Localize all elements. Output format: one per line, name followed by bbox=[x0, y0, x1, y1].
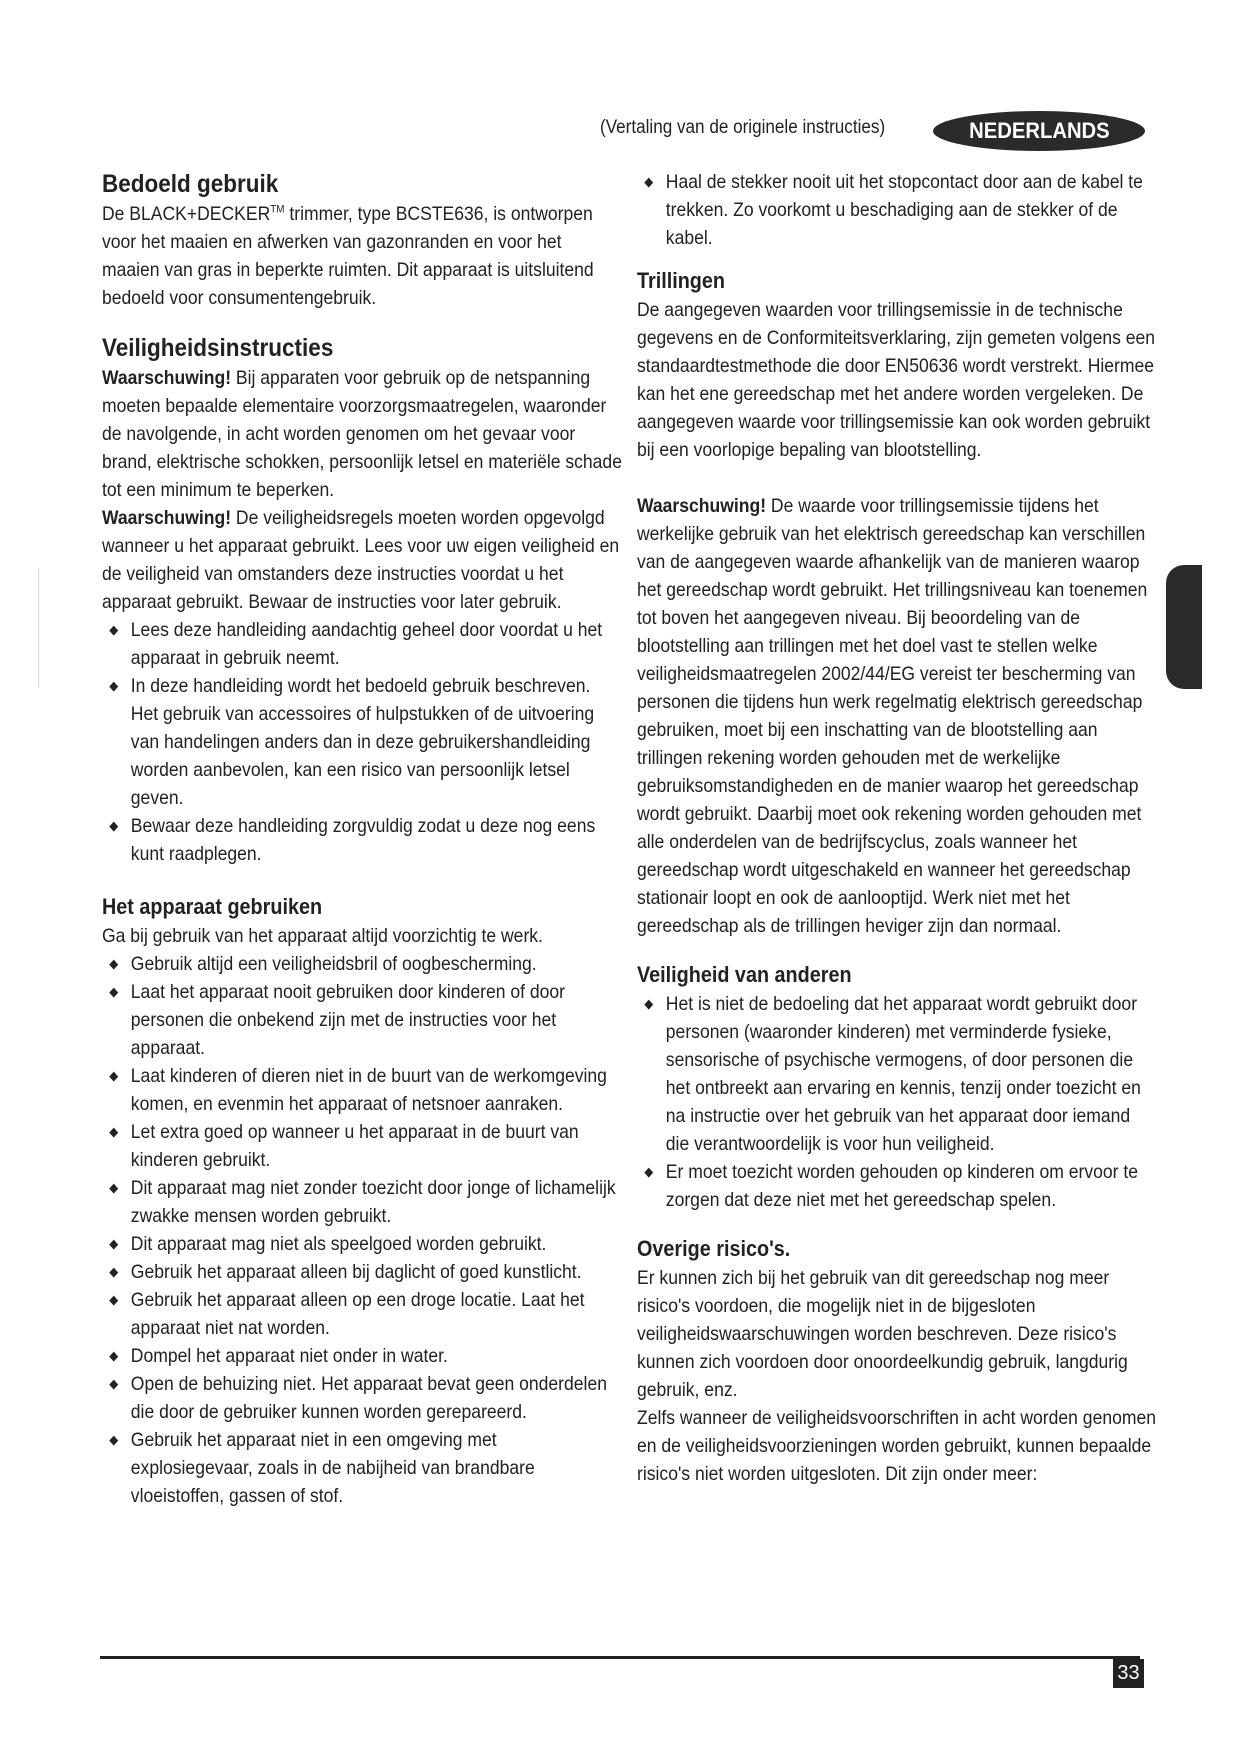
brand-text: De BLACK+DECKER bbox=[102, 203, 271, 225]
section-thumb-tab bbox=[1166, 565, 1202, 689]
list-item: ◆ Haal de stekker nooit uit het stopcontact door aan de kabel te trekken. Zo voorkomt u beschadiging aan de stekker of de kabel. bbox=[637, 168, 1157, 252]
list-item: ◆ Gebruik het apparaat alleen bij daglicht of goed kunstlicht. bbox=[102, 1258, 622, 1286]
others-section bbox=[637, 960, 1157, 1214]
list-item: ◆ Er moet toezicht worden gehouden op kinderen om ervoor te zorgen dat deze niet met het gereedschap spelen. bbox=[637, 1158, 1157, 1214]
list-item: ◆ Laat het apparaat nooit gebruiken door kinderen of door personen die onbekend zijn met de instructies voor het apparaat. bbox=[102, 978, 622, 1062]
residual-section bbox=[637, 1234, 1157, 1488]
list-item: ◆ Lees deze handleiding aandachtig geheel door voordat u het apparaat in gebruik neemt. bbox=[102, 616, 622, 672]
language-badge bbox=[933, 111, 1145, 151]
using-section bbox=[102, 892, 622, 1510]
list-item: ◆ Gebruik altijd een veiligheidsbril of oogbescherming. bbox=[102, 950, 622, 978]
cord-bullet-list bbox=[637, 168, 1157, 252]
intended-use-heading: Bedoeld gebruik bbox=[102, 170, 279, 198]
intended-use-body: voor het maaien en afwerken van gazonranden en voor het maaien van gras in beperkte ruimten. Dit apparaat is uitsluitend bedoeld voor consumentengebruik. bbox=[102, 231, 594, 309]
translation-note: (Vertaling van de originele instructies) bbox=[600, 117, 886, 138]
residual-body-2: Zelfs wanneer de veiligheidsvoorschriften in acht worden genomen en de veiligheidsvoorzieningen worden gebruikt, kunnen bepaalde risico's niet worden uitgesloten. Dit zijn onder meer: bbox=[637, 1407, 1157, 1485]
safety-warning-2 bbox=[102, 504, 622, 616]
margin-line bbox=[38, 568, 39, 688]
right-column bbox=[637, 168, 1157, 1488]
list-item: ◆ Dompel het apparaat niet onder in water. bbox=[102, 1342, 622, 1370]
page-number: 33 bbox=[1113, 1659, 1144, 1688]
warning-text: Bij apparaten voor gebruik op de netspanning moeten bepaalde elementaire voorzorgsmaatregelen, waaronder de navolgende, in acht worden genomen om het gevaar voor brand, elektrische schokken, persoonlijk letsel en materiële schade tot een minimum te beperken. bbox=[102, 367, 622, 501]
vibration-body: De aangegeven waarden voor trillingsemissie in de technische gegevens en de Conformiteitsverklaring, zijn gemeten volgens een standaardtestmethode die door EN50636 wordt verstrekt. Hiermee kan het ene gereedschap met het andere worden vergeleken. De aangegeven waarde voor trillingsemissie kan ook worden gebruikt bij een voorlopige bepaling van blootstelling. bbox=[637, 299, 1156, 461]
using-intro: Ga bij gebruik van het apparaat altijd voorzichtig te werk. bbox=[102, 925, 543, 947]
left-column bbox=[102, 168, 622, 1510]
warning-text: De veiligheidsregels moeten worden opgevolgd wanneer u het apparaat gebruikt. Lees voor uw eigen veiligheid en de veiligheid van omstanders deze instructies voordat u het apparaat gebruikt. Bewaar de instructies voor later gebruik. bbox=[102, 507, 620, 613]
using-heading: Het apparaat gebruiken bbox=[102, 894, 323, 919]
residual-body-1: Er kunnen zich bij het gebruik van dit gereedschap nog meer risico's voordoen, die mogelijk niet in de bijgesloten veiligheidswaarschuwingen worden beschreven. Deze risico's kunnen zich voordoen door onoordeelkundig gebruik, langdurig gebruik, enz. bbox=[637, 1267, 1128, 1401]
safety-bullet-list bbox=[102, 616, 622, 868]
vibration-section bbox=[637, 266, 1157, 940]
list-item: ◆ Gebruik het apparaat niet in een omgeving met explosiegevaar, zoals in de nabijheid van brandbare vloeistoffen, gassen of stof. bbox=[102, 1426, 622, 1510]
others-bullet-list bbox=[637, 990, 1157, 1214]
language-label: NEDERLANDS bbox=[968, 118, 1110, 143]
vibration-warning bbox=[637, 492, 1157, 940]
warning-text: De waarde voor trillingsemissie tijdens het werkelijke gebruik van het elektrisch gereedschap kan verschillen van de aangegeven waarde afhankelijk van de manieren waarop het gereedschap wordt gebruikt. Het trillingsniveau kan toenemen tot boven het aangegeven niveau. Bij beoordeling van de blootstelling aan trillingen met het doel vast te stellen welke veiligheidsmaatregelen 2002/44/EG vereist ter bescherming van personen die tijdens hun werk regelmatig elektrisch gereedschap gebruiken, moet bij een inschatting van de blootstelling aan trillingen rekening worden gehouden met de werkelijke gebruiksomstandigheden en de manier waarop het gereedschap wordt gebruikt. Daarbij moet ook rekening worden gehouden met alle onderdelen van de bedrijfscyclus, zoals wanneer het gereedschap wordt uitgeschakeld en wanneer het gereedschap stationair loopt en ook de aanlooptijd. Werk niet met het gereedschap als de trillingen heviger zijn dan normaal. bbox=[637, 495, 1148, 937]
vibration-heading: Trillingen bbox=[637, 268, 726, 293]
warning-label: Waarschuwing! bbox=[637, 495, 767, 517]
warning-label: Waarschuwing! bbox=[102, 367, 232, 389]
others-heading: Veiligheid van anderen bbox=[637, 962, 852, 987]
list-item: ◆ Dit apparaat mag niet zonder toezicht door jonge of lichamelijk zwakke mensen worden gebruikt. bbox=[102, 1174, 622, 1230]
intended-use-line1 bbox=[102, 200, 622, 228]
list-item: ◆ In deze handleiding wordt het bedoeld gebruik beschreven. Het gebruik van accessoires of hulpstukken of de uitvoering van handelingen anders dan in deze gebruikershandleiding worden aanbevolen, kan een risico van persoonlijk letsel geven. bbox=[102, 672, 622, 812]
list-item: ◆ Het is niet de bedoeling dat het apparaat wordt gebruikt door personen (waaronder kinderen) met verminderde fysieke, sensorische of psychische vermogens, of door personen die het ontbreekt aan ervaring en kennis, tenzij onder toezicht en na instructie over het gebruik van het apparaat door iemand die verantwoordelijk is voor hun veiligheid. bbox=[637, 990, 1157, 1158]
list-item: ◆ Dit apparaat mag niet als speelgoed worden gebruikt. bbox=[102, 1230, 622, 1258]
footer-rule bbox=[100, 1656, 1140, 1659]
warning-label: Waarschuwing! bbox=[102, 507, 232, 529]
list-item: ◆ Gebruik het apparaat alleen op een droge locatie. Laat het apparaat niet nat worden. bbox=[102, 1286, 622, 1342]
safety-warning-1 bbox=[102, 364, 622, 504]
model-text: trimmer, type BCSTE636, is ontworpen bbox=[284, 203, 593, 225]
list-item: ◆ Bewaar deze handleiding zorgvuldig zodat u deze nog eens kunt raadplegen. bbox=[102, 812, 622, 868]
list-item: ◆ Let extra goed op wanneer u het apparaat in de buurt van kinderen gebruikt. bbox=[102, 1118, 622, 1174]
list-item: ◆ Open de behuizing niet. Het apparaat bevat geen onderdelen die door de gebruiker kunnen worden gerepareerd. bbox=[102, 1370, 622, 1426]
intended-use-section bbox=[102, 168, 622, 312]
using-bullet-list bbox=[102, 950, 622, 1510]
trademark-mark: TM bbox=[270, 203, 285, 216]
safety-heading: Veiligheidsinstructies bbox=[102, 334, 334, 362]
safety-section bbox=[102, 332, 622, 868]
residual-heading: Overige risico's. bbox=[637, 1236, 791, 1261]
list-item: ◆ Laat kinderen of dieren niet in de buurt van de werkomgeving komen, en evenmin het apparaat of netsnoer aanraken. bbox=[102, 1062, 622, 1118]
